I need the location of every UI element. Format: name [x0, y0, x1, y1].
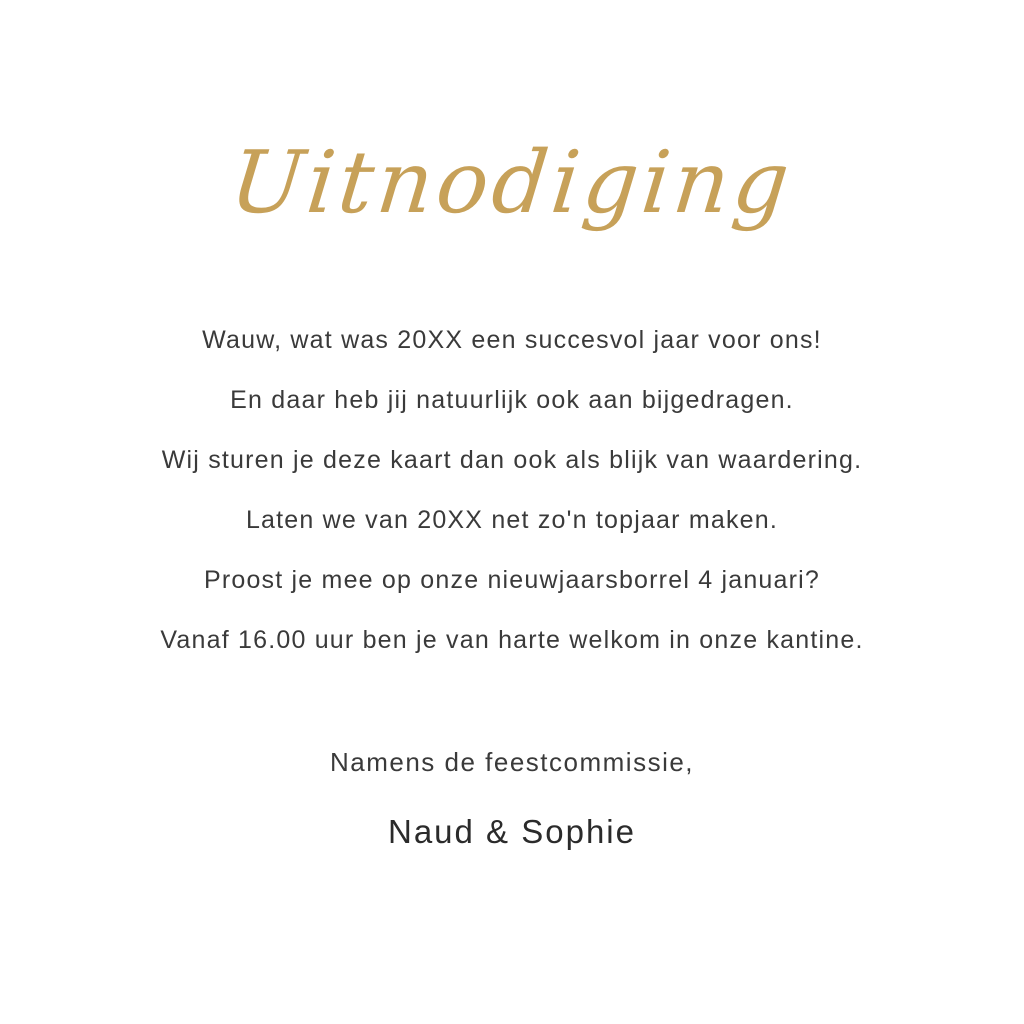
body-line: Laten we van 20XX net zo'n topjaar maken.: [245, 506, 779, 534]
body-line: Wauw, wat was 20XX een succesvol jaar voor ons!: [202, 326, 822, 354]
card-title: Uitnodiging: [226, 133, 798, 233]
body-line: Proost je mee op onze nieuwjaarsborrel 4 januari?: [203, 566, 821, 594]
body-line: Vanaf 16.00 uur ben je van harte welkom in onze kantine.: [160, 626, 864, 654]
signature-names: Naud & Sophie: [388, 813, 636, 850]
body-line: Wij sturen je deze kaart dan ook als blijk van waardering.: [161, 446, 863, 474]
closing-line: Namens de feestcommissie,: [329, 747, 695, 777]
body-line: En daar heb jij natuurlijk ook aan bijgedragen.: [230, 386, 794, 414]
card-body: [160, 310, 863, 670]
